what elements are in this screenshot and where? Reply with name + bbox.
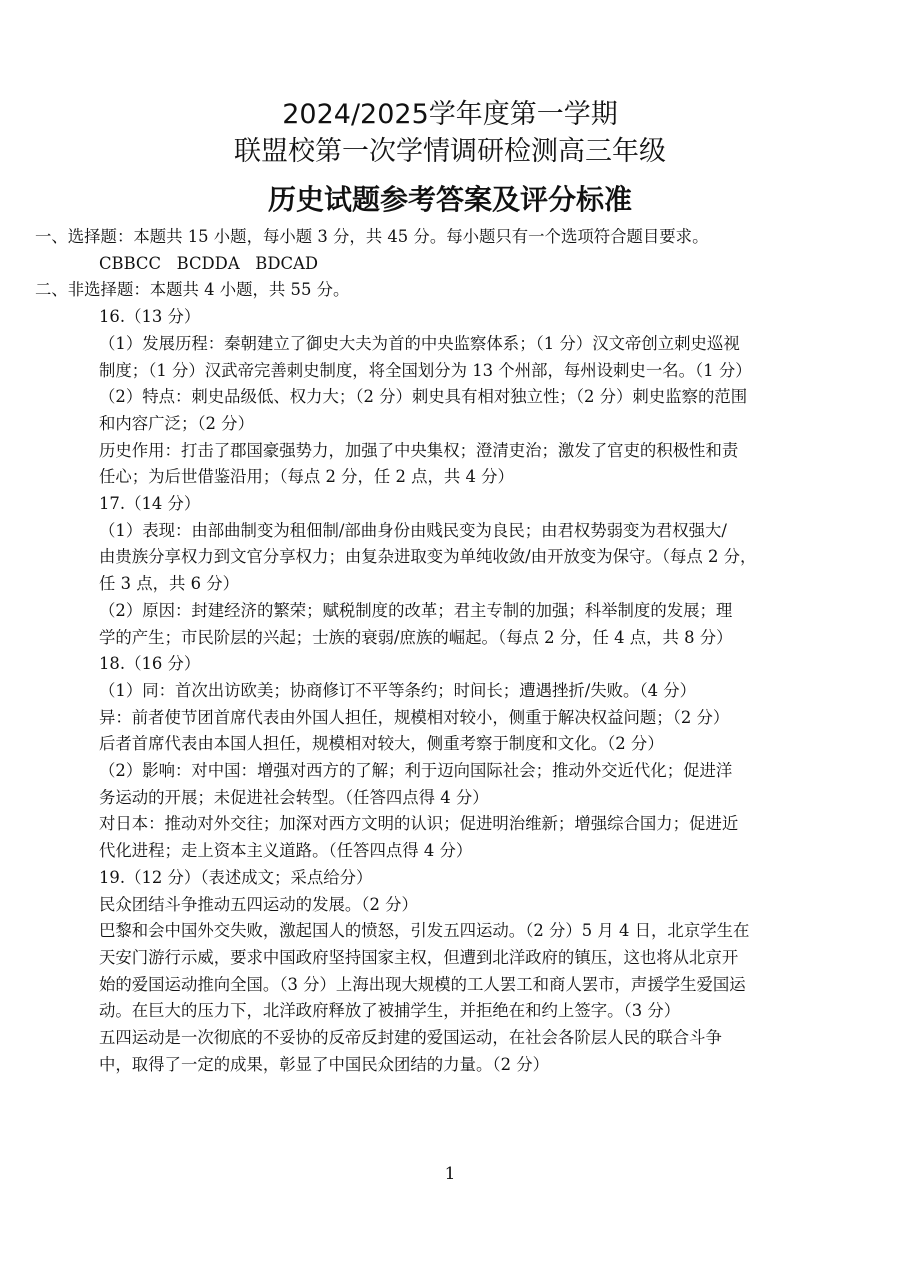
q18-label: 18.（16 分） — [99, 654, 201, 674]
q18-line: （1）同：首次出访欧美；协商修订不平等条约；时间长；遭遇挫折/失败。（4 分） — [99, 680, 697, 700]
q17-line: 学的产生；市民阶层的兴起；士族的衰弱/庶族的崛起。（每点 2 分，任 4 点，共 8 分） — [99, 627, 733, 647]
q16-line: 制度；（1 分）汉武帝完善刺史制度，将全国划分为 13 个州部，每州设刺史一名。（1 分） — [99, 360, 752, 380]
q18-line: 对日本：推动对外交往；加深对西方文明的认识；促进明治维新；增强综合国力；促进近 — [99, 814, 739, 834]
answer-body — [35, 224, 814, 1079]
q18-line: （2）影响：对中国：增强对西方的了解；利于迈向国际社会；推动外交近代化；促进洋 — [99, 761, 733, 781]
q17-line: （1）表现：由部曲制变为租佃制/部曲身份由贱民变为良民；由君权势弱变为君权强大/ — [99, 520, 727, 540]
q18-block — [62, 678, 814, 865]
q16-line: 和内容广泛；（2 分） — [99, 413, 254, 433]
page-title-line1: 2024/2025学年度第一学期 — [282, 99, 618, 130]
page-title-line3: 历史试题参考答案及评分标准 — [267, 183, 632, 216]
q19-line: 天安门游行示威，要求中国政府坚持国家主权，但遭到北洋政府的镇压，这也将从北京开 — [99, 947, 739, 967]
section1-heading: 一、选择题：本题共 15 小题，每小题 3 分，共 45 分。每小题只有一个选项符合题目要求。 — [35, 227, 709, 246]
q19-line: 五四运动是一次彻底的不妥协的反帝反封建的爱国运动，在社会各阶层人民的联合斗争 — [99, 1028, 722, 1048]
q19-line: 民众团结斗争推动五四运动的发展。（2 分） — [99, 894, 418, 914]
q19-line: 动。在巨大的压力下，北洋政府释放了被捕学生，并拒绝在和约上签字。（3 分） — [99, 1001, 681, 1021]
q19-label: 19.（12 分）（表述成文；采点给分） — [99, 867, 373, 887]
page-number: 1 — [444, 1164, 456, 1184]
q17-label: 17.（14 分） — [99, 494, 201, 514]
q17-block — [62, 518, 814, 652]
q17-line: 由贵族分享权力到文官分享权力；由复杂进取变为单纯收敛/由开放变为保守。（每点 2 分， — [99, 547, 757, 567]
section2-heading: 二、非选择题：本题共 4 小题，共 55 分。 — [35, 280, 350, 300]
q19-line: 中，取得了一定的成果，彰显了中国民众团结的力量。（2 分） — [99, 1054, 549, 1074]
q16-line: （2）特点：刺史品级低、权力大；（2 分）刺史具有相对独立性；（2 分）刺史监察的范围 — [99, 387, 748, 407]
q16-line: 任心；为后世借鉴沿用；（每点 2 分，任 2 点，共 4 分） — [99, 467, 514, 487]
q18-line: 务运动的开展；未促进社会转型。（任答四点得 4 分） — [99, 787, 489, 807]
q18-line: 代化进程；走上资本主义道路。（任答四点得 4 分） — [99, 841, 473, 861]
q17-line: 任 3 点，共 6 分） — [99, 574, 240, 594]
q17-line: （2）原因：封建经济的繁荣；赋税制度的改革；君主专制的加强；科举制度的发展；理 — [99, 600, 733, 620]
q18-line: 异：前者使节团首席代表由外国人担任，规模相对较小，侧重于解决权益问题；（2 分） — [99, 707, 730, 727]
mcq-answers: CBBCC BCDDA BDCAD — [99, 253, 318, 273]
page-title-line2: 联盟校第一次学情调研检测高三年级 — [234, 136, 666, 167]
q19-line: 巴黎和会中国外交失败，激起国人的愤怒，引发五四运动。（2 分）5 月 4 日，北京学生在 — [99, 921, 750, 941]
q19-line: 始的爱国运动推向全国。（3 分）上海出现大规模的工人罢工和商人罢市，声援学生爱国运 — [99, 974, 746, 994]
q16-block — [62, 331, 814, 491]
q16-line: （1）发展历程：秦朝建立了御史大夫为首的中央监察体系；（1 分）汉文帝创立刺史巡视 — [99, 333, 740, 353]
q18-line: 后者首席代表由本国人担任，规模相对较大，侧重考察于制度和文化。（2 分） — [99, 734, 664, 754]
q16-label: 16.（13 分） — [99, 307, 201, 327]
q19-block — [62, 892, 814, 1079]
q16-line: 历史作用：打击了郡国豪强势力，加强了中央集权；澄清吏治；激发了官吏的积极性和责 — [99, 440, 739, 460]
